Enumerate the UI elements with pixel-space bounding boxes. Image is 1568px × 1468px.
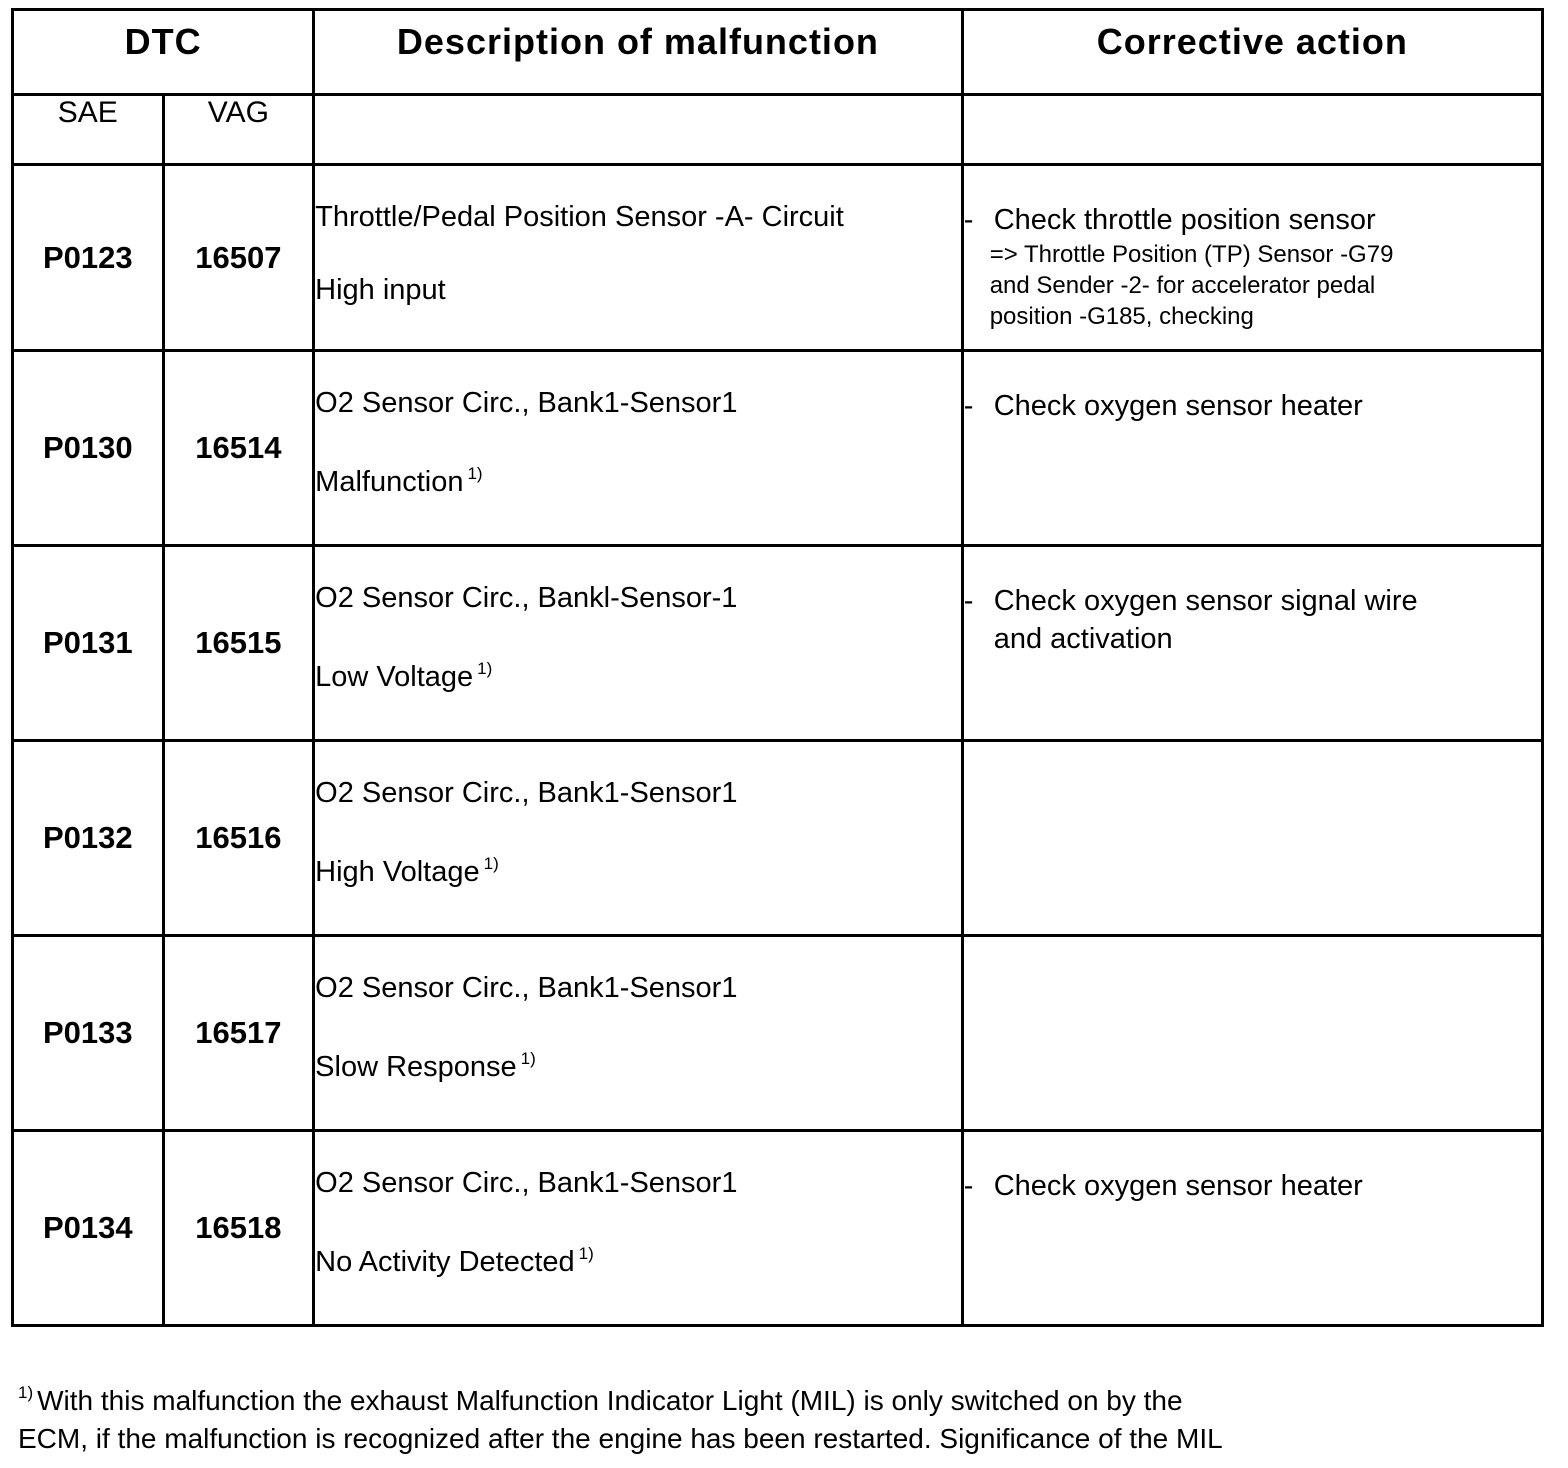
action-text: Check oxygen sensor heater	[993, 1170, 1363, 1202]
action-reference-line: position -G185, checking	[989, 303, 1254, 330]
sae-code: P0132	[42, 820, 133, 855]
vag-code-cell	[163, 165, 314, 351]
dash-bullet: -	[963, 1170, 974, 1202]
footnote	[18, 1374, 1518, 1458]
subheader-empty-desc	[314, 95, 963, 165]
vag-code: 16507	[195, 239, 282, 275]
vag-code: 16514	[195, 430, 282, 465]
description-line-1: Throttle/Pedal Position Sensor -A- Circuit	[315, 201, 844, 233]
description-line-1: O2 Sensor Circ., Bankl-Sensor-1	[315, 582, 738, 614]
table-row	[13, 1131, 1543, 1326]
vag-code: 16515	[195, 625, 282, 660]
description-line-2	[315, 274, 961, 307]
sae-code: P0131	[42, 625, 133, 660]
sae-code: P0123	[42, 239, 133, 275]
description-cell	[314, 936, 963, 1131]
subheader-row	[13, 95, 1543, 165]
vag-code: 16517	[195, 1015, 282, 1050]
description-line-2	[315, 1049, 961, 1084]
description-cell	[314, 165, 963, 351]
table-row	[13, 351, 1543, 546]
header-action-label: Corrective action	[1096, 21, 1408, 62]
subheader-vag	[163, 95, 314, 165]
vag-code-cell	[163, 546, 314, 741]
vag-code: 16516	[195, 820, 282, 855]
action-cell	[962, 351, 1542, 546]
action-item	[964, 201, 1541, 239]
sae-code-cell	[13, 351, 164, 546]
header-dtc-label: DTC	[124, 21, 202, 62]
subheader-sae	[13, 95, 164, 165]
vag-code-cell	[163, 741, 314, 936]
description-text: No Activity Detected	[315, 1246, 575, 1278]
description-cell	[314, 351, 963, 546]
action-item	[964, 582, 1464, 658]
description-cell	[314, 1131, 963, 1326]
sae-code-cell	[13, 741, 164, 936]
header-dtc	[13, 10, 314, 95]
sae-code: P0130	[42, 430, 133, 465]
table-row	[13, 936, 1543, 1131]
action-item	[964, 1167, 1541, 1205]
footnote-marker: 1)	[467, 464, 483, 483]
subheader-sae-label: SAE	[57, 96, 118, 129]
description-cell	[314, 741, 963, 936]
dtc-table	[11, 8, 1544, 1327]
sae-code-cell	[13, 936, 164, 1131]
action-cell	[962, 165, 1542, 351]
footnote-text: With this malfunction the exhaust Malfunction Indicator Light (MIL) is only switched on by the	[37, 1385, 1183, 1416]
table-row	[13, 546, 1543, 741]
sae-code-cell	[13, 546, 164, 741]
footnote-line-1	[18, 1374, 1518, 1420]
description-line-1: O2 Sensor Circ., Bank1-Sensor1	[315, 777, 738, 809]
vag-code-cell	[163, 936, 314, 1131]
action-text: Check oxygen sensor heater	[993, 390, 1363, 422]
footnote-line-2: ECM, if the malfunction is recognized after the engine has been restarted. Significance of the MIL	[18, 1423, 1223, 1454]
description-line-1: O2 Sensor Circ., Bank1-Sensor1	[315, 1167, 738, 1199]
header-row	[13, 10, 1543, 95]
table-row	[13, 741, 1543, 936]
header-description-label: Description of malfunction	[396, 21, 879, 62]
action-cell	[962, 936, 1542, 1131]
table-row	[13, 165, 1543, 351]
description-line-2	[315, 854, 961, 889]
description-line-1: O2 Sensor Circ., Bank1-Sensor1	[315, 972, 738, 1004]
dash-bullet: -	[963, 390, 974, 422]
description-text: Slow Response	[315, 1051, 517, 1083]
description-text: Low Voltage	[315, 661, 474, 693]
action-cell	[962, 546, 1542, 741]
subheader-empty-action	[962, 95, 1542, 165]
header-action	[962, 10, 1542, 95]
subheader-vag-label: VAG	[207, 96, 269, 129]
description-line-2	[315, 464, 961, 499]
footnote-marker: 1)	[578, 1244, 594, 1263]
sae-code: P0134	[42, 1210, 133, 1245]
action-text: Check oxygen sensor signal wire and activation	[993, 585, 1418, 655]
dash-bullet: -	[963, 204, 974, 236]
header-description	[314, 10, 963, 95]
action-reference-line: and Sender -2- for accelerator pedal	[989, 272, 1376, 299]
description-line-1: O2 Sensor Circ., Bank1-Sensor1	[315, 387, 738, 419]
sae-code: P0133	[42, 1015, 133, 1050]
footnote-marker: 1)	[18, 1383, 34, 1402]
dash-bullet: -	[963, 585, 974, 617]
description-line-2	[315, 659, 961, 694]
footnote-marker: 1)	[477, 659, 493, 678]
description-line-2	[315, 1244, 961, 1279]
action-cell	[962, 741, 1542, 936]
footnote-marker: 1)	[483, 854, 499, 873]
action-item	[964, 387, 1541, 425]
description-text: High Voltage	[315, 856, 480, 888]
action-text: Check throttle position sensor	[993, 204, 1376, 236]
action-reference-line: => Throttle Position (TP) Sensor -G79	[989, 241, 1394, 268]
action-cell	[962, 1131, 1542, 1326]
sae-code-cell	[13, 165, 164, 351]
description-text: Malfunction	[315, 466, 464, 498]
vag-code-cell	[163, 351, 314, 546]
description-cell	[314, 546, 963, 741]
footnote-marker: 1)	[520, 1049, 536, 1068]
description-text: High input	[315, 274, 446, 306]
vag-code-cell	[163, 1131, 314, 1326]
sae-code-cell	[13, 1131, 164, 1326]
vag-code: 16518	[195, 1210, 282, 1245]
